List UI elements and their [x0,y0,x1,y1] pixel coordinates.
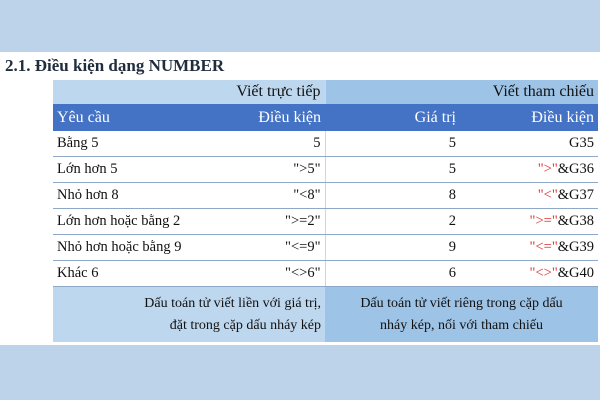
reference-text: &G37 [557,187,594,203]
operator-text: "<" [537,187,558,203]
ref-condition-cell [460,235,598,261]
table-row [53,157,598,183]
requirement-cell: Nhỏ hơn hoặc bằng 9 [53,235,223,261]
table-row [53,209,598,235]
column-header-row [53,104,598,131]
header-ref-condition: Điều kiện [460,104,598,131]
value-cell: 9 [325,235,460,261]
value-cell: 5 [325,157,460,183]
table-row [53,261,598,287]
direct-condition-cell: ">=2" [223,209,325,235]
header-requirement: Yêu cầu [53,104,223,131]
direct-condition-cell: "<>6" [223,261,325,287]
note-reference-line2: nháy kép, nối với tham chiếu [380,317,543,333]
note-reference-line1: Dấu toán tử viết riêng trong cặp dấu [360,295,563,311]
table-row [53,131,598,157]
ref-condition-cell [460,183,598,209]
operator-text: "<>" [529,265,558,281]
operator-text: ">" [537,161,558,177]
table-row [53,235,598,261]
reference-text: &G36 [557,161,594,177]
header-direct-condition: Điều kiện [223,104,325,131]
value-cell: 6 [325,261,460,287]
note-direct [53,287,325,343]
reference-text: &G38 [557,213,594,229]
requirement-cell: Lớn hơn 5 [53,157,223,183]
group-direct: Viết trực tiếp [53,80,325,104]
ref-condition-cell [460,261,598,287]
note-direct-line2: đặt trong cặp dấu nháy kép [169,317,321,333]
requirement-cell: Nhỏ hơn 8 [53,183,223,209]
value-cell: 8 [325,183,460,209]
group-header-row [53,80,598,104]
reference-text: G35 [569,135,594,151]
notes-row [53,287,598,343]
value-cell: 2 [325,209,460,235]
direct-condition-cell: 5 [223,131,325,157]
requirement-cell: Lớn hơn hoặc bằng 2 [53,209,223,235]
requirement-cell: Bằng 5 [53,131,223,157]
note-direct-line1: Dấu toán tử viết liền với giá trị, [144,295,321,311]
direct-condition-cell: ">5" [223,157,325,183]
section-title: 2.1. Điều kiện dạng NUMBER [5,56,225,75]
requirement-cell: Khác 6 [53,261,223,287]
value-cell: 5 [325,131,460,157]
number-conditions-table [53,80,598,342]
note-reference [325,287,598,343]
ref-condition-cell [460,209,598,235]
table-row [53,183,598,209]
header-value: Giá trị [325,104,460,131]
operator-text: "<=" [529,239,558,255]
operator-text: ">=" [529,213,558,229]
ref-condition-cell [460,157,598,183]
reference-text: &G40 [557,265,594,281]
reference-text: &G39 [557,239,594,255]
direct-condition-cell: "<=9" [223,235,325,261]
ref-condition-cell [460,131,598,157]
direct-condition-cell: "<8" [223,183,325,209]
group-reference: Viết tham chiếu [325,80,598,104]
